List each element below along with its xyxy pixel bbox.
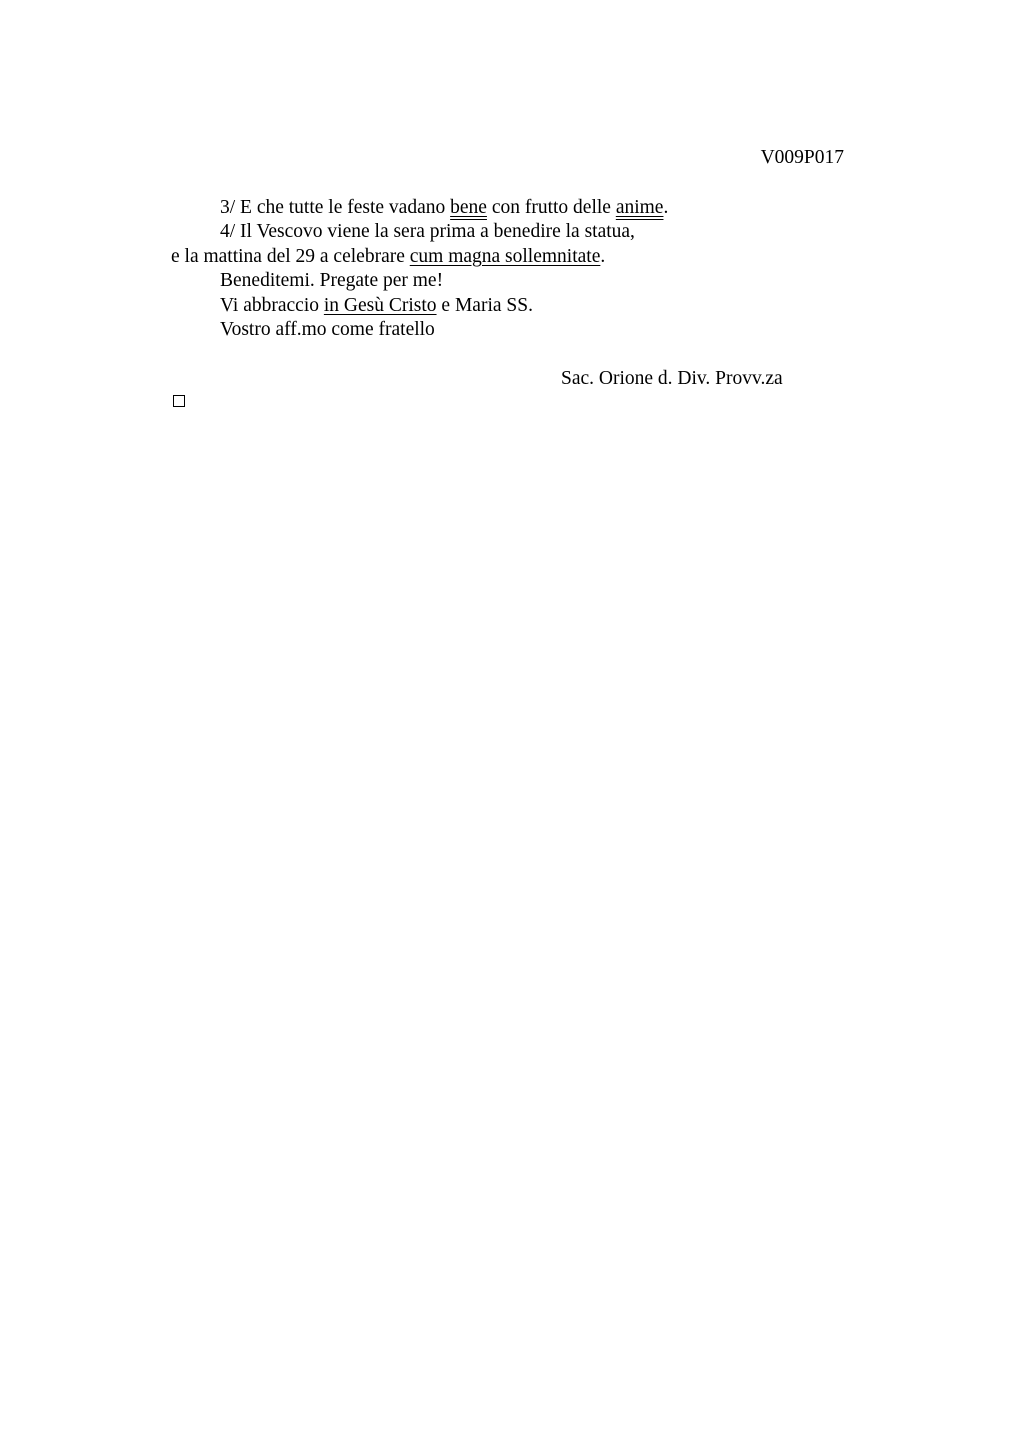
underlined-phrase-latin: cum magna sollemnitate	[409, 245, 601, 267]
line-3-suffix: .	[600, 245, 606, 267]
square-outline-icon	[173, 395, 185, 407]
letter-line-2: 4/ Il Vescovo viene la sera prima a benedire la statua,	[220, 221, 635, 243]
letter-line-5	[171, 294, 871, 318]
line-1-suffix: .	[663, 197, 669, 218]
line-3-prefix: e la mattina del 29 a celebrare	[171, 245, 410, 267]
underlined-phrase-gesu-cristo: in Gesù Cristo	[323, 294, 437, 316]
letter-line-1	[171, 196, 871, 220]
underlined-word-anime: anime	[615, 197, 664, 218]
line-5-prefix: Vi abbraccio	[220, 294, 324, 316]
line-5-suffix: e Maria SS.	[436, 294, 533, 316]
letter-line-6: Vostro aff.mo come fratello	[220, 319, 435, 341]
underlined-word-bene: bene	[450, 197, 487, 218]
letter-line-4: Beneditemi. Pregate per me!	[220, 270, 444, 292]
letter-body	[171, 196, 871, 342]
line-1-mid: con frutto delle	[486, 197, 616, 218]
signature: Sac. Orione d. Div. Provv.za	[561, 368, 783, 389]
page-reference-code: V009P017	[760, 147, 844, 168]
letter-line-3	[171, 245, 871, 269]
line-1-prefix: 3/ E che tutte le feste vadano	[220, 197, 451, 218]
